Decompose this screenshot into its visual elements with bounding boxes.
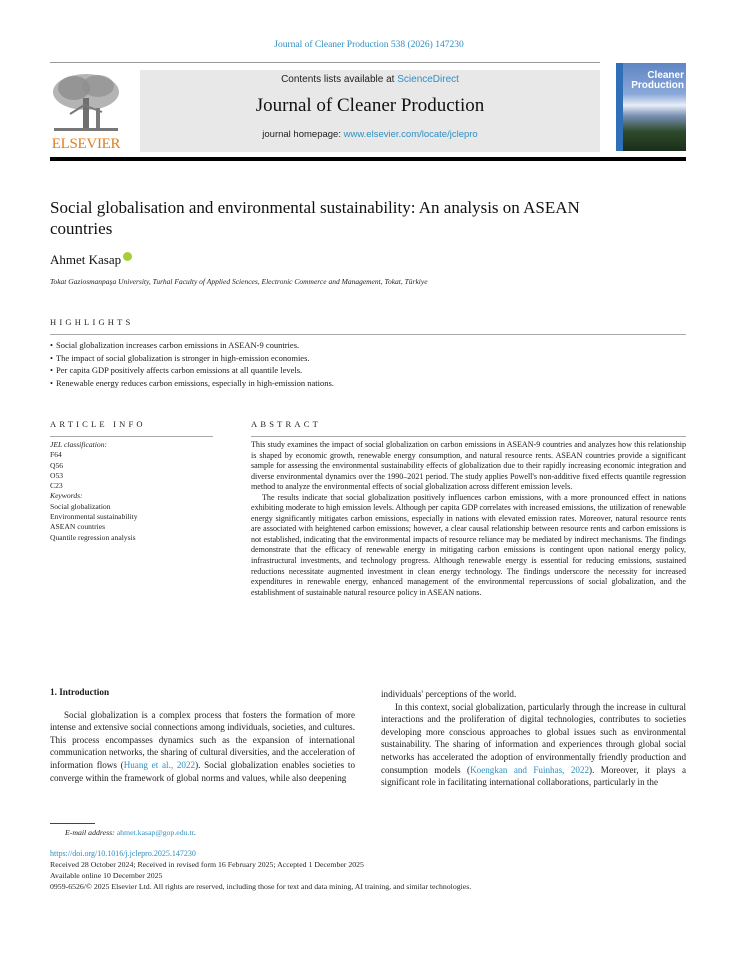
header-rule xyxy=(50,62,600,63)
jel-code: O53 xyxy=(50,470,64,480)
jel-code: C23 xyxy=(50,481,63,491)
intro-right-column xyxy=(381,688,686,789)
cover-title xyxy=(624,71,684,91)
keyword: Quantile regression analysis xyxy=(50,532,136,542)
intro-text: ). Moreover, it plays a significant role in facilitating international collaborations, particularly in the xyxy=(381,764,686,788)
intro-paragraph xyxy=(50,709,355,785)
journal-reference[interactable]: Journal of Cleaner Production 538 (2026) 147230 xyxy=(274,40,464,50)
journal-cover-image[interactable] xyxy=(616,63,686,151)
author-line xyxy=(50,252,132,268)
highlight-item: • Per capita GDP positively affects carbon emissions at all quantile levels. xyxy=(50,364,334,377)
available-online: Available online 10 December 2025 xyxy=(50,871,163,880)
keyword: ASEAN countries xyxy=(50,522,106,532)
email-suffix: . xyxy=(193,828,196,837)
abstract-heading: ABSTRACT xyxy=(251,419,321,429)
highlight-item: • The impact of social globalization is stronger in high-emission economies. xyxy=(50,352,334,365)
intro-paragraph: individuals' perceptions of the world. xyxy=(381,689,517,699)
abstract-body xyxy=(251,440,686,598)
footnote-rule xyxy=(50,823,95,824)
keyword: Environmental sustainability xyxy=(50,512,138,522)
intro-text: Social globalization is a complex process that fosters the formation of more intense and extensive social connections among individuals, societies, and cultures. This process encompasses dynamics such as the expansion of international communication networks, the sharing of cultural diversities, and the acceleration of information flows ( xyxy=(50,709,355,770)
article-info-rule xyxy=(50,436,213,437)
author-name[interactable]: Ahmet Kasap xyxy=(50,252,122,267)
contents-prefix: Contents lists available at xyxy=(281,74,398,85)
article-info-body xyxy=(50,440,138,543)
elsevier-tree-icon xyxy=(50,70,122,134)
cover-title-line1: Cleaner xyxy=(647,70,684,81)
email-link[interactable]: ahmet.kasap@gop.edu.tr xyxy=(116,828,194,837)
highlights-heading: HIGHLIGHTS xyxy=(50,317,134,327)
intro-left-column xyxy=(50,686,355,784)
highlight-item: • Social globalization increases carbon emissions in ASEAN-9 countries. xyxy=(50,339,334,352)
abstract-paragraph: This study examines the impact of social globalization on carbon emissions in ASEAN-9 countries and analyzes how this relationship is shaped by economic growth, renewable energy consumption, and natural resource rents. ASEAN countries provide a significant sample for assessing the environmental sustainability effects of globalization due to their rapidly increasing economic integration and diverse environmental dynamics over the 1990–2021 period. The study applies Powell's non-additive fixed effects quantile regression method to analyze the environmental effects of social globalization across different emission levels. xyxy=(251,440,686,492)
elsevier-wordmark: ELSEVIER xyxy=(51,136,121,152)
highlights-rule xyxy=(50,334,686,335)
email-footnote xyxy=(65,828,196,837)
intro-text: In this context, social globalization, particularly through the increase in cultural interactions and the proliferation of digital technologies, contributes to societies developing more conscious approaches to global issues such as environmental sustainability. The sharing of information and experiences through global social networks has accelerated the adoption of environmentally friendly production and consumption models ( xyxy=(381,701,686,775)
orcid-icon[interactable] xyxy=(123,252,132,261)
journal-masthead xyxy=(140,70,600,152)
journal-title: Journal of Cleaner Production xyxy=(255,95,485,116)
copyright-notice: 0959-6526/© 2025 Elsevier Ltd. All rights are reserved, including those for text and data mining, AI training, and similar technologies. xyxy=(50,882,472,891)
received-dates: Received 28 October 2024; Received in revised form 16 February 2025; Accepted 1 December 2025 xyxy=(50,860,364,869)
cover-title-line2: Production xyxy=(631,80,684,91)
citation-link[interactable]: Koengkan and Fuinhas, 2022 xyxy=(470,764,590,775)
cover-stripe xyxy=(616,63,623,151)
intro-paragraph xyxy=(381,701,686,789)
email-label: E-mail address: xyxy=(65,828,117,837)
jel-label: JEL classification: xyxy=(50,440,108,449)
article-info-heading: ARTICLE INFO xyxy=(50,419,146,429)
paper-title: Social globalisation and environmental sustainability: An analysis on ASEAN countries xyxy=(50,198,580,238)
sciencedirect-link[interactable]: ScienceDirect xyxy=(397,74,459,85)
jel-code: F64 xyxy=(50,450,62,460)
abstract-rule xyxy=(251,436,686,437)
author-affiliation: Tokat Gaziosmanpaşa University, Turhal Faculty of Applied Sciences, Electronic Commerce and Management, Tokat, Türkiye xyxy=(50,277,428,286)
citation-link[interactable]: Huang et al., 2022 xyxy=(123,759,196,770)
homepage-line xyxy=(140,129,600,140)
abstract-paragraph: The results indicate that social globalization positively influences carbon emissions, with a more pronounced effect in nations exhibiting moderate to high emission levels. Although per capita GDP correlates with increased emissions, the utilization of renewable energy significantly mitigates carbon emissions, especially in nations with elevated emission rates. Moreover, natural resource rents are associated with heightened carbon emissions; however, a clear causal relationship between resource rents and carbon emissions is not established, indicating that the environmental impacts of resource reliance may be mediated by indirect mechanisms. The findings demonstrate that the efficacy of renewable energy in mitigating carbon emissions is contingent upon national energy policy, infrastructural investments, and technology progress. Although renewable energy is essential for reducing emissions, sustained reductions necessitate augmented investment in clean energy technology. The findings underscore the necessity for increased expenditures in renewable energy, enhanced management of the environmental repercussions of social globalization, and the establishment of sustainable natural resource policy in ASEAN nations. xyxy=(251,492,686,597)
keyword: Social globalization xyxy=(50,501,111,511)
masthead-rule xyxy=(50,157,686,161)
homepage-prefix: journal homepage: xyxy=(262,129,344,140)
journal-homepage-link[interactable]: www.elsevier.com/locate/jclepro xyxy=(343,129,478,140)
intro-text: ). Social globalization enables societies to converge within the framework of global norms and values, while also deepening xyxy=(50,759,355,783)
highlight-item: • Renewable energy reduces carbon emissions, especially in high-emission nations. xyxy=(50,377,334,390)
doi-link[interactable]: https://doi.org/10.1016/j.jclepro.2025.147230 xyxy=(50,849,196,858)
introduction-heading: 1. Introduction xyxy=(50,687,110,697)
highlights-list xyxy=(50,339,334,389)
jel-code: Q56 xyxy=(50,460,64,470)
keywords-label: Keywords: xyxy=(50,491,83,501)
contents-line xyxy=(140,74,600,85)
